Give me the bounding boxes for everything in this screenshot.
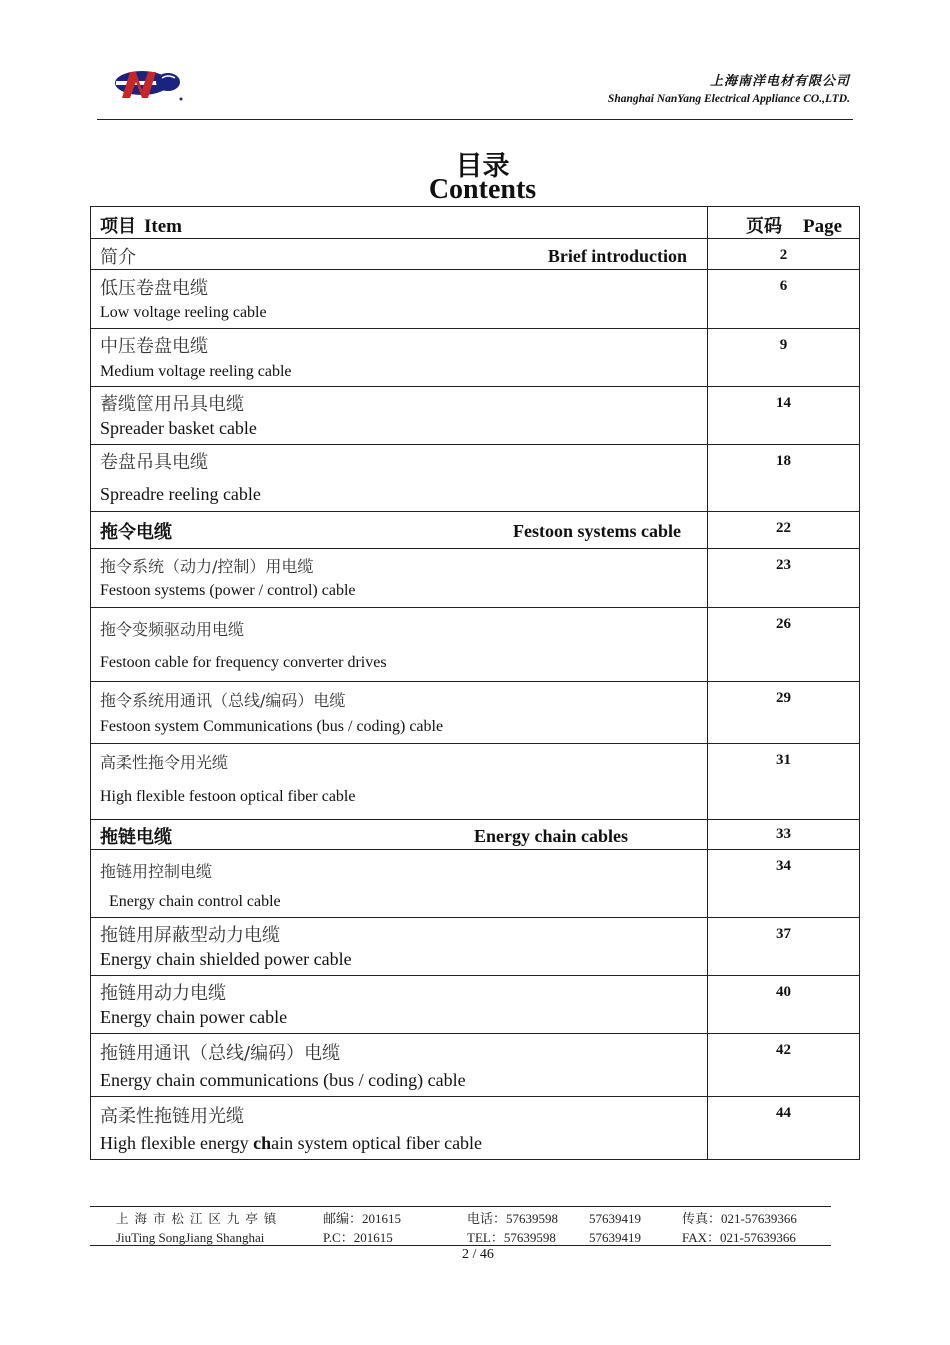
- section-cn: 拖链电缆: [100, 827, 172, 848]
- row-en: Energy chain power cable: [100, 1007, 288, 1027]
- page-header-en: Page: [803, 216, 843, 237]
- page-number-cell: 14: [776, 395, 791, 411]
- row-cn: 简介: [100, 247, 136, 268]
- footer-fax: [682, 1209, 797, 1247]
- page-number-cell: 37: [776, 926, 791, 942]
- footer-tel-cn: 电话：57639598: [467, 1211, 559, 1226]
- footer-fax-cn: 传真：021-57639366: [682, 1211, 797, 1226]
- row-en-part: ain system optical fiber cable: [271, 1133, 483, 1153]
- row-en: Energy chain shielded power cable: [100, 949, 352, 969]
- footer-postcode-en: P.C：201615: [323, 1230, 393, 1245]
- table-row: [91, 850, 860, 918]
- page-number-cell: 2: [779, 247, 788, 263]
- row-en-bold-part: ch: [253, 1133, 272, 1153]
- page-number-cell: 6: [779, 278, 788, 294]
- row-cn: 高柔性拖链用光缆: [100, 1106, 244, 1127]
- footer-divider-bottom: [90, 1245, 831, 1246]
- table-row: [91, 329, 860, 387]
- page-number-cell: 44: [776, 1105, 791, 1121]
- section-row: [91, 820, 860, 850]
- page-number-cell: 42: [776, 1042, 791, 1058]
- row-en: Brief introduction: [547, 245, 687, 266]
- row-cn: 卷盘吊具电缆: [100, 452, 208, 473]
- table-row: [91, 239, 860, 270]
- table-row: [91, 682, 860, 744]
- table-row: [91, 387, 860, 445]
- row-cn: 拖链用动力电缆: [100, 983, 226, 1004]
- table-row: [91, 976, 860, 1034]
- row-en: Festoon systems (power / control) cable: [100, 582, 356, 599]
- row-cn: 拖令系统（动力/控制）用电缆: [100, 557, 314, 576]
- page-number-cell: 40: [776, 984, 791, 1000]
- row-en-part: High flexible energy: [100, 1133, 254, 1153]
- table-row: [91, 1097, 860, 1160]
- page-number-cell: 26: [776, 616, 791, 632]
- row-cn: 高柔性拖令用光缆: [100, 753, 229, 772]
- table-row: [91, 1034, 860, 1097]
- table-row: [91, 918, 860, 976]
- page-number-cell: 33: [776, 826, 791, 842]
- page-number-cell: 29: [776, 690, 791, 706]
- row-en: High flexible festoon optical fiber cable: [100, 788, 356, 805]
- row-cn: 拖令系统用通讯（总线/编码）电缆: [100, 691, 346, 710]
- row-en: Low voltage reeling cable: [100, 304, 267, 321]
- page-number: 2 / 46: [462, 1247, 494, 1262]
- row-en: Medium voltage reeling cable: [100, 363, 292, 380]
- table-row: [91, 549, 860, 608]
- footer-telephone: [467, 1209, 558, 1247]
- company-logo: [112, 64, 188, 104]
- section-en: Energy chain cables: [473, 825, 628, 846]
- row-en: Spreader basket cable: [100, 418, 257, 438]
- table-row: [91, 608, 860, 682]
- company-name: [608, 70, 850, 105]
- item-header-en: Item: [144, 216, 182, 237]
- footer-address-cn: 上 海 市 松 江 区 九 亭 镇: [116, 1211, 278, 1226]
- page-number-cell: 22: [776, 520, 791, 536]
- table-row: [91, 270, 860, 329]
- row-en: Festoon cable for frequency converter drives: [100, 654, 387, 671]
- section-en: Festoon systems cable: [513, 520, 681, 541]
- page-number-cell: 18: [776, 453, 791, 469]
- row-en: Festoon system Communications (bus / coding) cable: [100, 718, 444, 735]
- row-en: Spreadre reeling cable: [100, 484, 261, 504]
- row-cn: 拖链用屏蔽型动力电缆: [100, 925, 280, 946]
- page-header-cn: 页码: [746, 216, 782, 237]
- footer-tel-en: TEL：57639598: [467, 1230, 556, 1245]
- company-name-cn: 上海南洋电材有限公司: [709, 73, 850, 88]
- section-cn: 拖令电缆: [100, 522, 172, 543]
- row-cn: 蓄缆筐用吊具电缆: [100, 394, 244, 415]
- row-en: Energy chain control cable: [109, 893, 281, 910]
- contents-table: [90, 206, 860, 1160]
- item-header-cn: 项目: [100, 216, 136, 237]
- row-cn: 中压卷盘电缆: [100, 336, 208, 357]
- title-cn: 目录: [455, 151, 510, 182]
- row-en: [100, 1128, 707, 1154]
- footer-divider-top: [90, 1206, 831, 1207]
- section-row: [91, 512, 860, 549]
- footer-telephone-2: [589, 1209, 641, 1247]
- page-number-cell: 23: [776, 557, 791, 573]
- page-number-cell: 31: [776, 752, 791, 768]
- table-row: [91, 445, 860, 512]
- footer-fax-en: FAX：021-57639366: [682, 1230, 796, 1245]
- footer-postcode-cn: 邮编：201615: [323, 1211, 402, 1226]
- footer-tel2-cn: 57639419: [589, 1211, 641, 1226]
- row-cn: 拖令变频驱动用电缆: [100, 620, 245, 639]
- title-en: Contents: [428, 174, 537, 205]
- footer-address: [116, 1209, 277, 1247]
- footer-postcode: [323, 1209, 401, 1247]
- page-number-cell: 9: [779, 337, 788, 353]
- page-number-cell: 34: [776, 858, 791, 874]
- table-header-row: [91, 207, 860, 239]
- footer-address-en: JiuTing SongJiang Shanghai: [116, 1230, 265, 1245]
- row-cn: 拖链用通讯（总线/编码）电缆: [100, 1043, 341, 1064]
- row-cn: 拖链用控制电缆: [100, 862, 213, 881]
- company-name-en: Shanghai NanYang Electrical Appliance CO.,LTD.: [607, 93, 850, 105]
- header-divider: [97, 119, 853, 120]
- footer-tel2-en: 57639419: [589, 1230, 641, 1245]
- row-cn: 低压卷盘电缆: [100, 278, 208, 299]
- table-row: [91, 744, 860, 820]
- row-en: Energy chain communications (bus / coding) cable: [100, 1070, 466, 1090]
